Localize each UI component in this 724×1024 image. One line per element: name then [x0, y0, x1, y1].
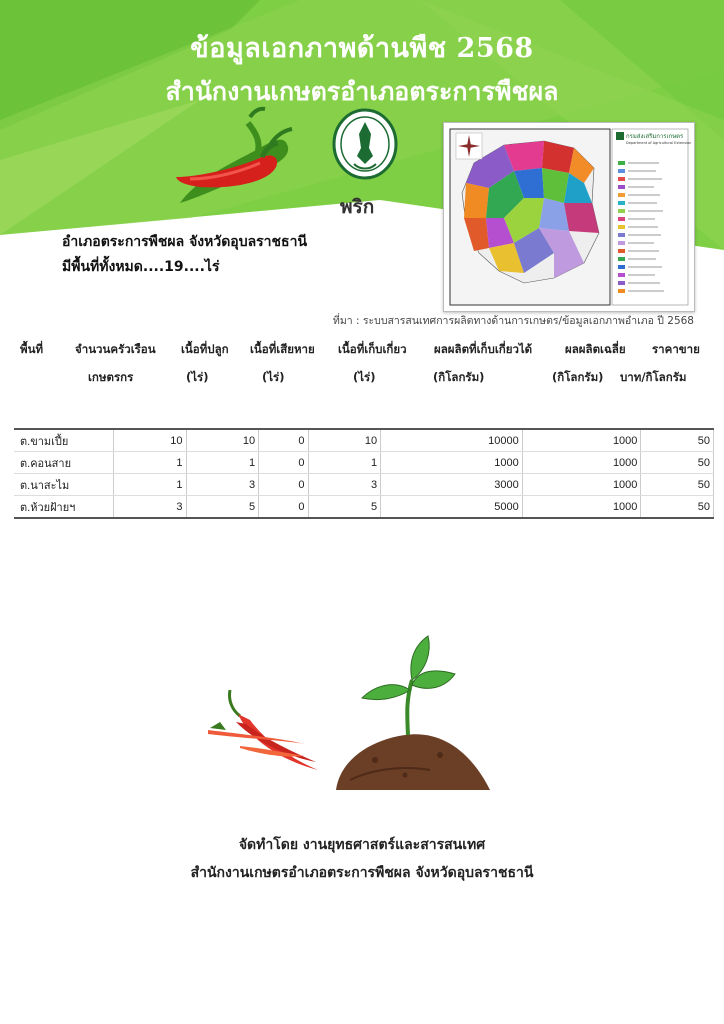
- table-cell: 0: [259, 429, 308, 452]
- header-avg-yield: ผลผลิตเฉลี่ย: [565, 342, 626, 356]
- data-source-note: ที่มา : ระบบสารสนเทศการผลิตทางด้านการเกษตร/ข้อมูลเอกภาพอำเภอ ปี 2568: [332, 315, 694, 327]
- chili-pepper-icon: [170, 105, 305, 225]
- table-cell: 5: [308, 496, 381, 519]
- office-line: สำนักงานเกษตรอำเภอตระการพืชผล จังหวัดอุบลราชธานี: [190, 865, 534, 881]
- header-households: จำนวนครัวเรือน: [75, 342, 156, 356]
- table-cell: 1000: [522, 429, 641, 452]
- table-cell: 5000: [381, 496, 523, 519]
- table-cell: 10: [186, 429, 259, 452]
- header-damaged-unit: (ไร่): [262, 370, 285, 384]
- seedling-icon: [336, 636, 490, 790]
- header-harvested: เนื้อที่เก็บเกี่ยว: [338, 342, 407, 356]
- header-planted: เนื้อที่ปลูก: [181, 342, 229, 356]
- table-row: [14, 429, 714, 452]
- table-cell: 1000: [522, 474, 641, 496]
- table-cell: 1: [308, 452, 381, 474]
- table-cell: 1000: [522, 496, 641, 519]
- chili-and-seedling-illustration: [200, 630, 500, 800]
- table-cell: 3: [186, 474, 259, 496]
- district-label: อำเภอตระการพืชผล จังหวัดอุบลราชธานี: [62, 234, 308, 250]
- table-cell: 3: [114, 496, 187, 519]
- table-cell: 0: [259, 496, 308, 519]
- table-cell: 50: [641, 474, 714, 496]
- table-cell: ต.คอนสาย: [14, 452, 114, 474]
- header-yield: ผลผลิตที่เก็บเกี่ยวได้: [434, 342, 533, 356]
- table-cell: 50: [641, 429, 714, 452]
- header-avg-yield-unit: (กิโลกรัม): [552, 370, 604, 384]
- table-cell: ต.นาสะไม: [14, 474, 114, 496]
- department-emblem-icon: [332, 108, 398, 180]
- header-harvested-unit: (ไร่): [353, 370, 376, 384]
- table-cell: 0: [259, 474, 308, 496]
- table-cell: 50: [641, 496, 714, 519]
- table-cell: 1000: [522, 452, 641, 474]
- header-price-unit: บาท/กิโลกรัม: [620, 370, 687, 384]
- header-yield-unit: (กิโลกรัม): [433, 370, 485, 384]
- map-agency-en-label: Department of Agricultural Extension: [626, 141, 692, 145]
- page-title: ข้อมูลเอกภาพด้านพืช 2568: [190, 33, 534, 64]
- crop-data-table: [14, 428, 714, 519]
- table-row: [14, 496, 714, 519]
- table-cell: ต.ห้วยฝ้ายฯ: [14, 496, 114, 519]
- table-cell: 0: [259, 452, 308, 474]
- table-row: [14, 474, 714, 496]
- table-cell: ต.ขามเปี้ย: [14, 429, 114, 452]
- table-cell: 10: [308, 429, 381, 452]
- table-cell: 1: [114, 452, 187, 474]
- header-damaged: เนื้อที่เสียหาย: [250, 342, 315, 356]
- crop-name: พริก: [340, 196, 375, 218]
- header-farmers-unit: เกษตรกร: [88, 370, 134, 384]
- table-cell: 50: [641, 452, 714, 474]
- district-map: [443, 122, 695, 312]
- total-area-label: มีพื้นที่ทั้งหมด....19....ไร่: [62, 259, 220, 275]
- table-cell: 1000: [381, 452, 523, 474]
- chili-pepper-icon: [208, 690, 318, 770]
- table-cell: 10: [114, 429, 187, 452]
- header-planted-unit: (ไร่): [186, 370, 209, 384]
- table-cell: 3: [308, 474, 381, 496]
- table-cell: 5: [186, 496, 259, 519]
- table-cell: 1: [114, 474, 187, 496]
- table-cell: 3000: [381, 474, 523, 496]
- table-cell: 1: [186, 452, 259, 474]
- header-area: พื้นที่: [20, 342, 44, 356]
- table-row: [14, 452, 714, 474]
- credit-line: จัดทำโดย งานยุทธศาสตร์และสารสนเทศ: [238, 837, 486, 853]
- table-cell: 10000: [381, 429, 523, 452]
- map-agency-label: กรมส่งเสริมการเกษตร: [626, 133, 684, 140]
- header-price: ราคาขาย: [652, 342, 700, 356]
- page-subtitle: สำนักงานเกษตรอำเภอตระการพืชผล: [165, 77, 559, 106]
